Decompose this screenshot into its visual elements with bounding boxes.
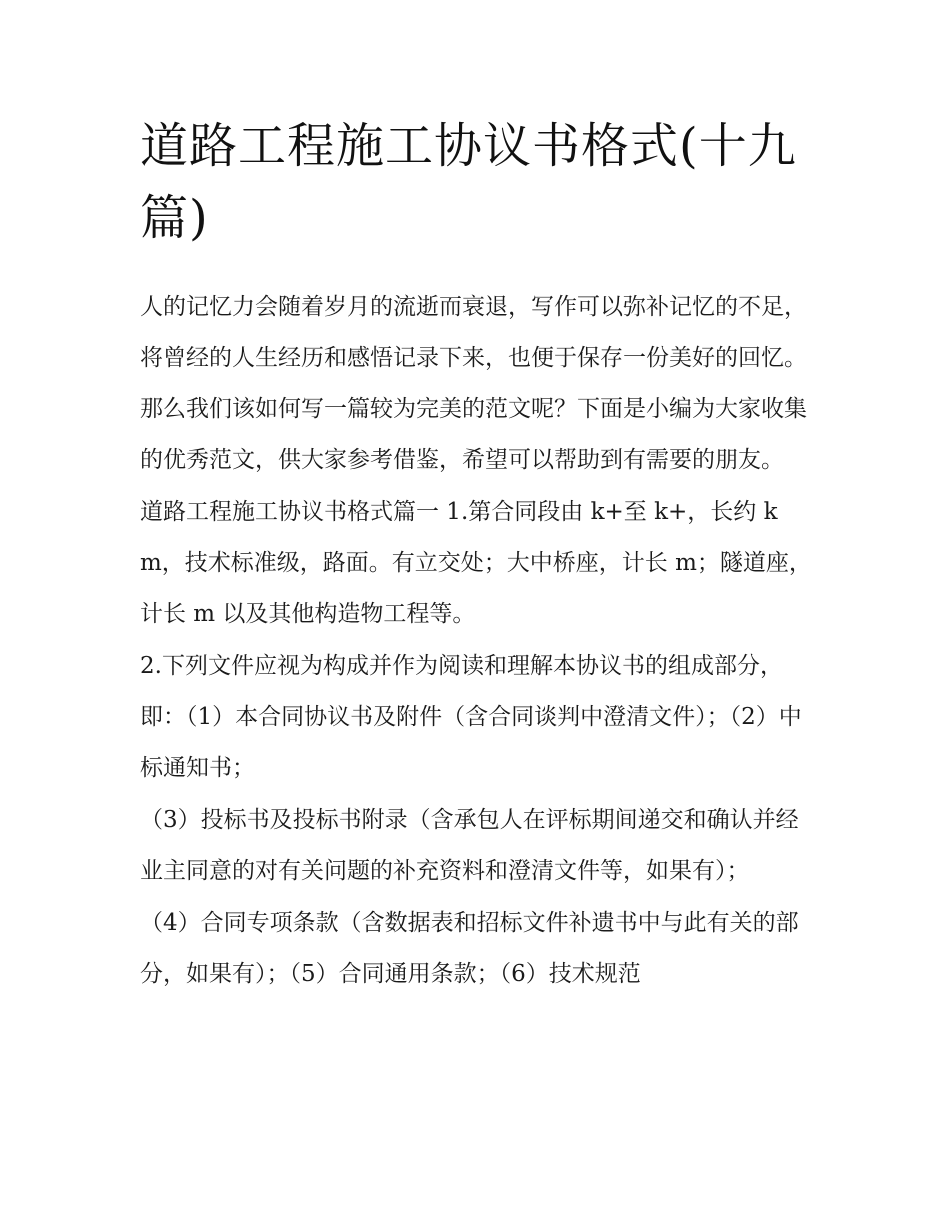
intro-paragraph: 人的记忆力会随着岁月的流逝而衰退，写作可以弥补记忆的不足，将曾经的人生经历和感悟记录下来，也便于保存一份美好的回忆。那么我们该如何写一篇较为完美的范文呢？下面是小编为大家收集的优秀范文，供大家参考借鉴，希望可以帮助到有需要的朋友。	[140, 294, 807, 473]
document-title: 道路工程施工协议书格式(十九篇)	[140, 118, 797, 246]
article-2-item-4-paragraph: （4）合同专项条款（含数据表和招标文件补遗书中与此有关的部分，如果有）；（5）合同通用条款；（6）技术规范	[140, 910, 799, 987]
document-page	[140, 110, 820, 1000]
article-1-paragraph: 道路工程施工协议书格式篇一 1.第合同段由 k+至 k+，长约 km，技术标准级，路面。有立交处；大中桥座，计长 m；隧道座，计长 m 以及其他构造物工程等。	[140, 499, 812, 627]
article-2-item-3-paragraph: （3）投标书及投标书附录（含承包人在评标期间递交和确认并经业主同意的对有关问题的补充资料和澄清文件等，如果有）；	[140, 807, 799, 884]
article-2-paragraph: 2.下列文件应视为构成并作为阅读和理解本协议书的组成部分，即：（1）本合同协议书及附件（含合同谈判中澄清文件）；（2）中标通知书；	[140, 653, 802, 781]
